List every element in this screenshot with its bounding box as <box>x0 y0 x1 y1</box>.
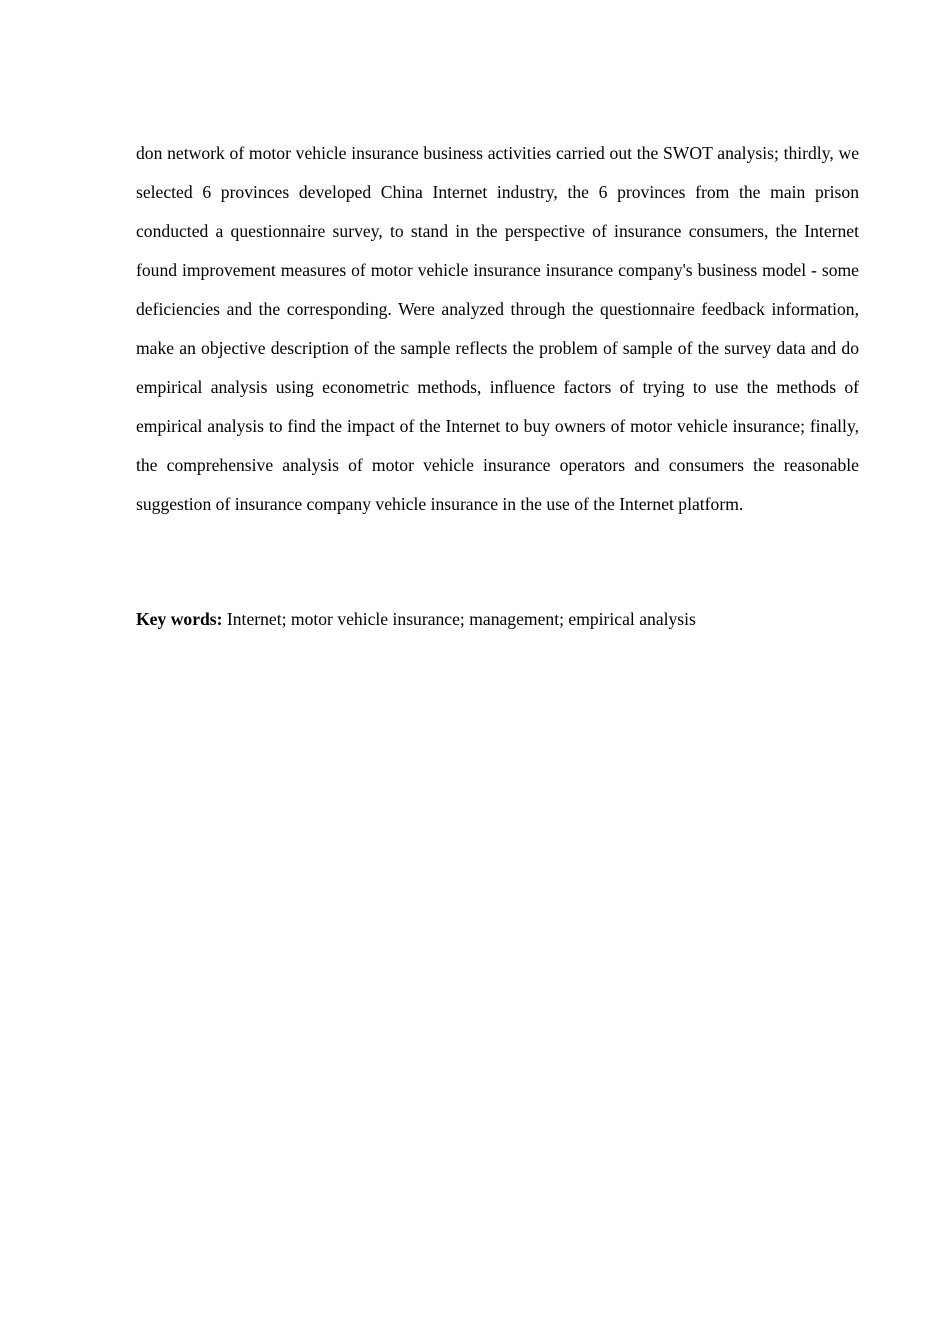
keywords-line <box>136 601 859 637</box>
keywords-label: Key words: <box>136 609 223 629</box>
abstract-paragraph: don network of motor vehicle insurance business activities carried out the SWOT analysis; thirdly, we selected 6 provinces developed China Internet industry, the 6 provinces from the main prison conducted a questionnaire survey, to stand in the perspective of insurance consumers, the Internet found improvement measures of motor vehicle insurance insurance company's business model - some deficiencies and the corresponding. Were analyzed through the questionnaire feedback information, make an objective description of the sample reflects the problem of sample of the survey data and do empirical analysis using econometric methods, influence factors of trying to use the methods of empirical analysis to find the impact of the Internet to buy owners of motor vehicle insurance; finally, the comprehensive analysis of motor vehicle insurance operators and consumers the reasonable suggestion of insurance company vehicle insurance in the use of the Internet platform. <box>136 143 859 514</box>
keywords-text: Internet; motor vehicle insurance; management; empirical analysis <box>222 609 696 629</box>
